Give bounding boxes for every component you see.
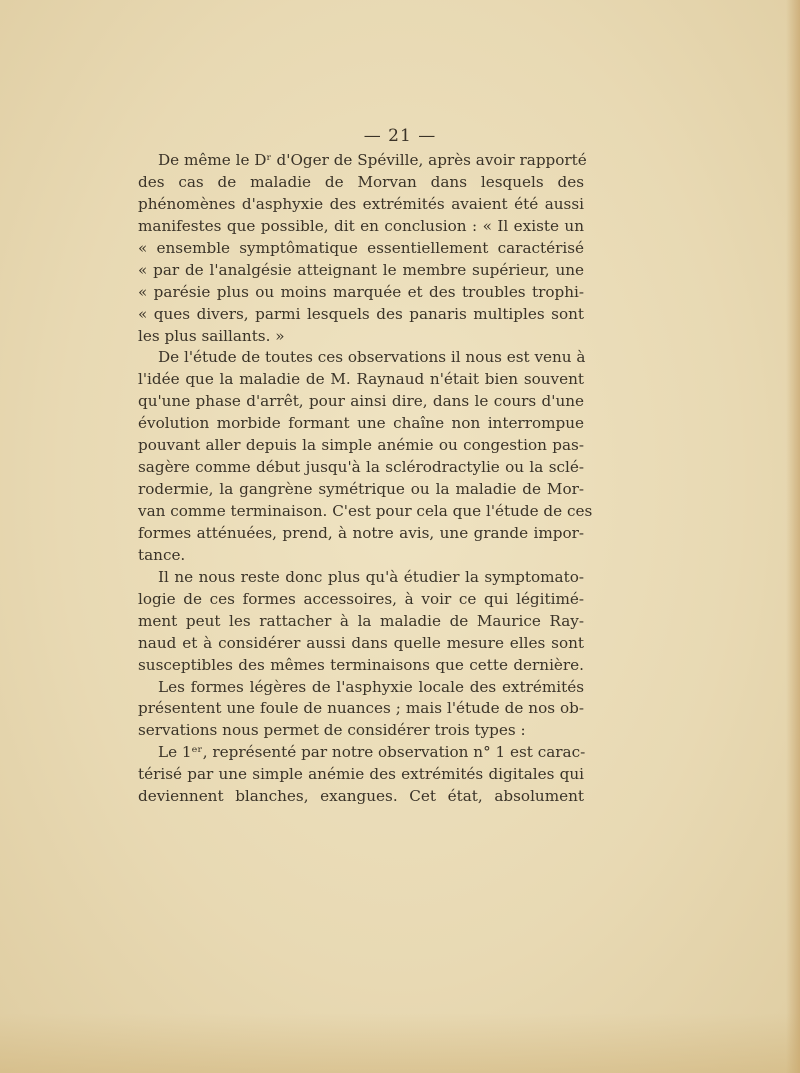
text-line: De même le Dʳ d'Oger de Spéville, après avoir rapporté [158,151,587,169]
text-line: pouvant aller depuis la simple anémie ou congestion pas- [138,436,584,455]
text-line: logie de ces formes accessoires, à voir ce qui légitimé- [138,589,584,608]
text-line: sagère comme début jusqu'à la sclérodractylie ou la sclé- [138,458,584,477]
text-line: Les formes légères de l'asphyxie locale des extrémités [158,677,584,696]
text-line: des cas de maladie de Morvan dans lesquels des [138,172,584,191]
text-line: servations nous permet de considérer trois types : [138,721,526,740]
text-line: phénomènes d'asphyxie des extrémités avaient été aussi [138,194,584,213]
text-line: De l'étude de toutes ces observations il nous est venu à [158,348,586,367]
text-line: les plus saillants. » [138,326,285,345]
text-line: « parésie plus ou moins marquée et des troubles trophi- [138,282,584,301]
page-number: — 21 — [363,126,437,146]
text-line: l'idée que la maladie de M. Raynaud n'était bien souvent [138,370,584,389]
body-text [138,150,593,808]
text-line: deviennent blanches, exangues. Cet état, absolument [138,787,584,806]
text-line: térisé par une simple anémie des extrémités digitales qui [138,765,584,784]
text-line: « ensemble symptômatique essentiellement caractérisé [138,238,584,257]
text-line: manifestes que possible, dit en conclusion : « Il existe un [138,216,584,235]
text-line: « par de l'analgésie atteignant le membre supérieur, une [138,260,584,279]
text-line: « ques divers, parmi lesquels des panaris multiples sont [138,304,584,323]
text-line: naud et à considérer aussi dans quelle mesure elles sont [138,633,584,652]
text-line: rodermie, la gangrène symétrique ou la maladie de Mor- [138,480,584,499]
page-edge-shadow [786,0,800,1073]
text-line: formes atténuées, prend, à notre avis, une grande impor- [138,523,584,542]
text-line: Le 1ᵉʳ, représenté par notre observation n° 1 est carac- [158,743,586,762]
text-line: van comme terminaison. C'est pour cela que l'étude de ces [138,502,593,520]
text-line: susceptibles des mêmes terminaisons que cette dernière. [138,655,584,674]
text-line: ment peut les rattacher à la maladie de Maurice Ray- [138,611,584,630]
page-bottom-tint [0,1013,800,1073]
text-line: qu'une phase d'arrêt, pour ainsi dire, dans le cours d'une [138,392,584,411]
text-line: évolution morbide formant une chaîne non interrompue [138,414,584,433]
text-line: présentent une foule de nuances ; mais l'étude de nos ob- [138,699,584,718]
text-line: tance. [138,545,186,564]
text-line: Il ne nous reste donc plus qu'à étudier la symptomato- [158,567,584,586]
